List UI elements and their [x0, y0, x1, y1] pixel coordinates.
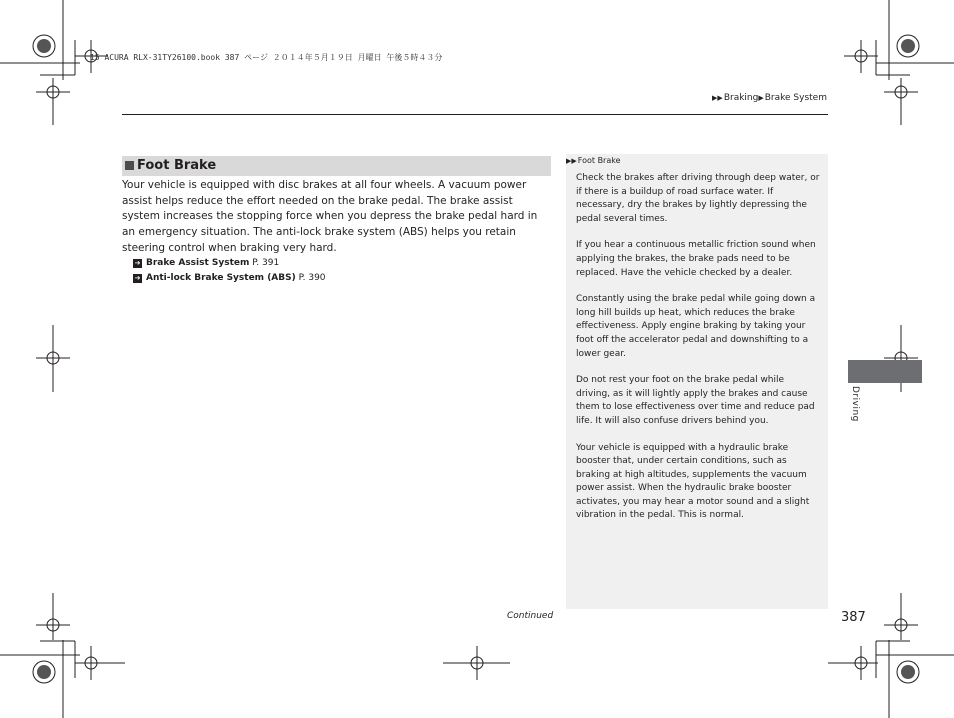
chapter-tab[interactable] — [848, 360, 922, 383]
print-info: 15 ACURA RLX-31TY26100.book 387 ページ ２０１４年５月１９日 月曜日 午後５時４３分 — [90, 53, 443, 62]
breadcrumb-arrow-icon: ▶▶ — [712, 94, 723, 102]
breadcrumb — [712, 93, 827, 103]
sidebar-title — [566, 156, 621, 165]
square-bullet-icon — [125, 161, 134, 170]
page-number: 387 — [841, 610, 866, 625]
sidebar-paragraph: If you hear a continuous metallic friction sound when applying the brakes, the brake pads need to be replaced. Have the vehicle checked by a dealer. — [576, 240, 816, 278]
cross-reference-link[interactable] — [133, 258, 279, 268]
link-title[interactable]: Brake Assist System — [146, 258, 250, 268]
cross-reference-link[interactable] — [133, 273, 326, 283]
body-paragraph: Your vehicle is equipped with disc brakes at all four wheels. A vacuum power assist helps reduce the effort needed on the brake pedal. The brake assist system increases the stopping force when you depress the brake pedal hard in an emergency situation. The anti-lock brake system (ABS) helps you retain steering control when braking very hard. — [122, 179, 538, 254]
sidebar-paragraph: Check the brakes after driving through deep water, or if there is a buildup of road surface water. If necessary, dry the brakes by lightly depressing the pedal several times. — [576, 173, 820, 224]
sidebar-body — [576, 172, 820, 536]
header-rule — [122, 114, 828, 115]
arrow-link-icon: ➔ — [134, 274, 141, 282]
breadcrumb-arrow-icon: ▶ — [758, 94, 764, 102]
continued-label: Continued — [507, 611, 554, 621]
link-page[interactable]: P. 390 — [298, 273, 326, 283]
breadcrumb-item[interactable]: Brake System — [764, 93, 827, 103]
breadcrumb-item[interactable]: Braking — [723, 93, 759, 103]
sidebar-paragraph: Constantly using the brake pedal while going down a long hill builds up heat, which reduces the brake effectiveness. Apply engine braking by taking your foot off the accelerator pedal and downshifting to a lower gear. — [576, 294, 816, 359]
chapter-tab-label: Driving — [850, 386, 860, 422]
sidebar-title-text: Foot Brake — [577, 156, 621, 165]
section-title: Foot Brake — [137, 158, 217, 173]
arrow-link-icon: ➔ — [134, 259, 141, 267]
section-heading — [122, 156, 551, 176]
link-page[interactable]: P. 391 — [252, 258, 280, 268]
note-arrow-icon: ▶▶ — [566, 157, 577, 165]
link-title[interactable]: Anti-lock Brake System (ABS) — [146, 273, 296, 283]
sidebar-paragraph: Your vehicle is equipped with a hydraulic brake booster that, under certain conditions, such as braking at high altitudes, supplements the vacuum power assist. When the hydraulic brake booster activates, you may hear a motor sound and a slight vibration in the pedal. This is normal. — [576, 442, 810, 521]
sidebar-paragraph: Do not rest your foot on the brake pedal while driving, as it will lightly apply the brakes and cause them to lose effectiveness over time and reduce pad life. It will also confuse drivers behind you. — [576, 375, 815, 426]
